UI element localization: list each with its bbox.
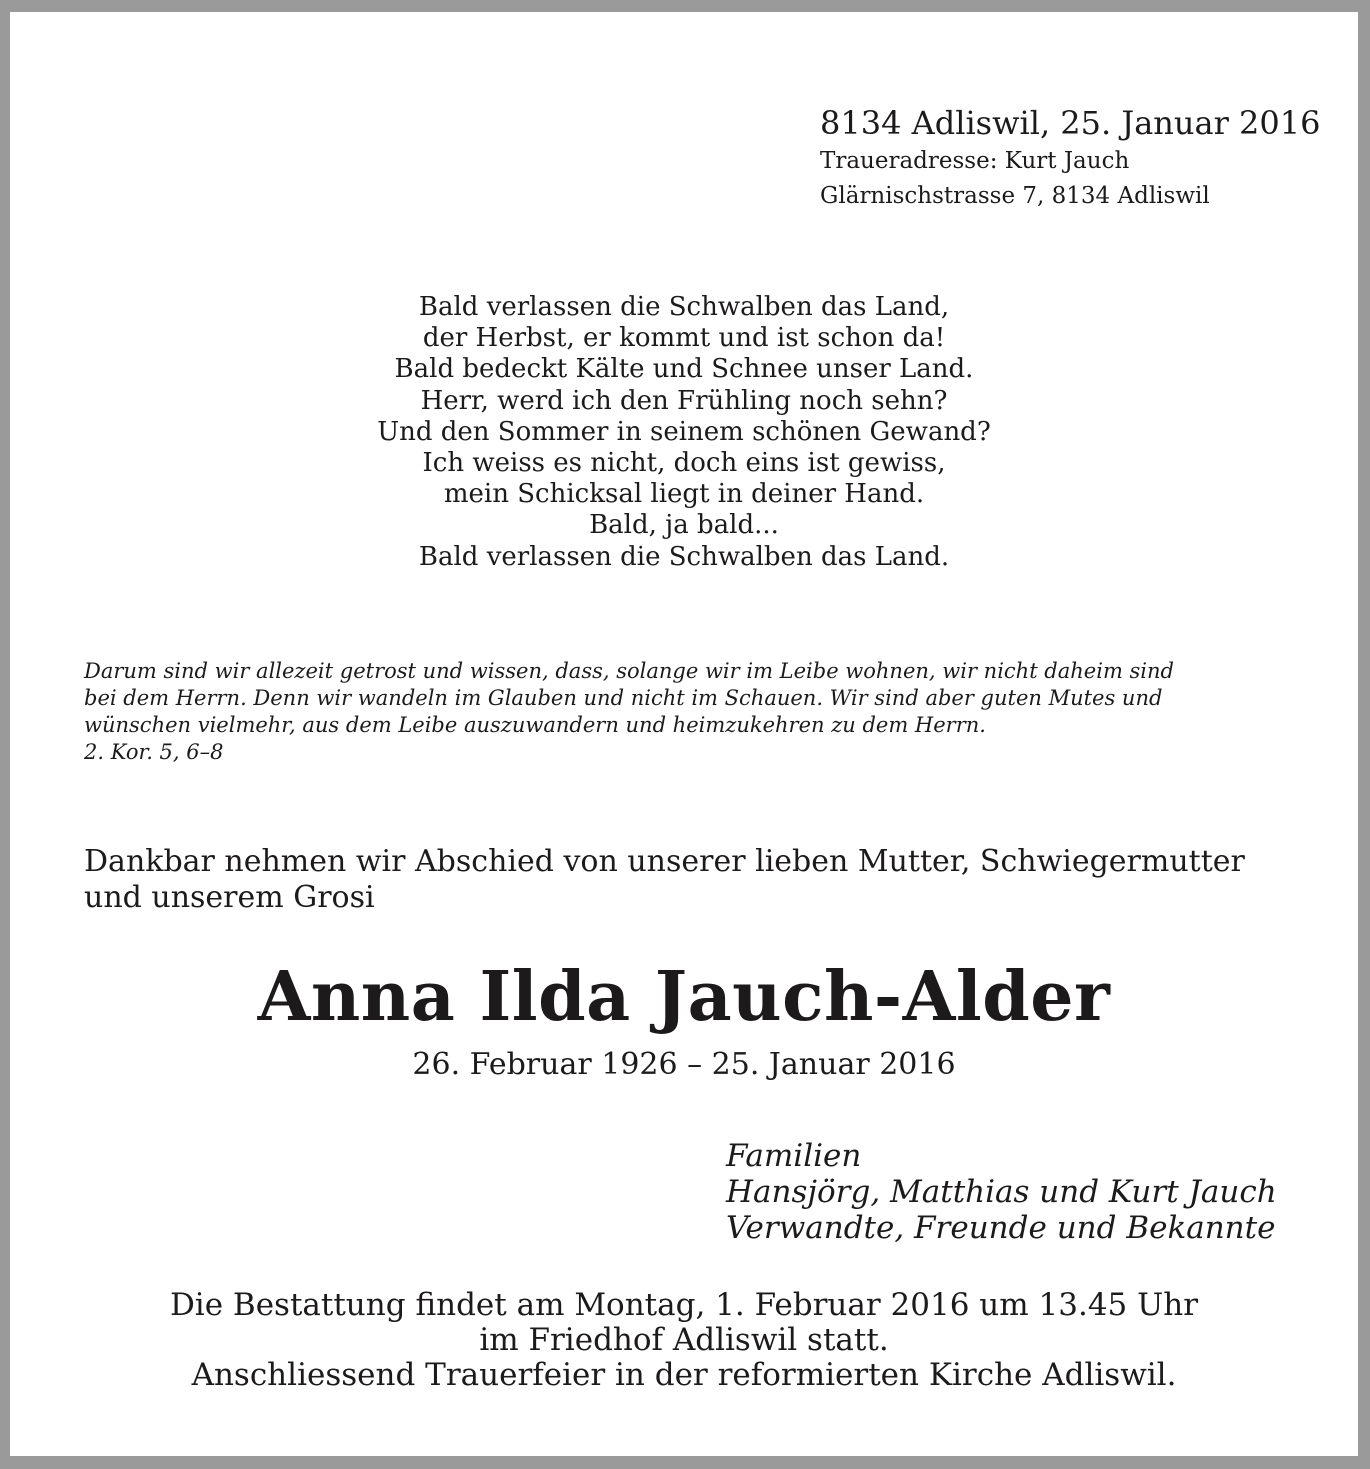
mourning-address-street: Glärnischstrasse 7, 8134 Adliswil bbox=[820, 183, 1210, 209]
bible-verse-line: Darum sind wir allezeit getrost und wissen, dass, solange wir im Leibe wohnen, wir nicht daheim sind bbox=[84, 659, 1174, 683]
poem bbox=[10, 292, 1358, 573]
poem-line: Bald verlassen die Schwalben das Land, bbox=[418, 292, 950, 322]
bible-verse-line: bei dem Herrn. Denn wir wandeln im Glauben und nicht im Schauen. Wir sind aber guten Mutes und bbox=[84, 686, 1163, 710]
obituary-sheet bbox=[10, 12, 1358, 1456]
funeral-info-line: Anschliessend Trauerfeier in der reformierten Kirche Adliswil. bbox=[191, 1357, 1177, 1393]
poem-line: Bald verlassen die Schwalben das Land. bbox=[418, 541, 950, 572]
poem-line: der Herbst, er kommt und ist schon da! bbox=[422, 323, 946, 354]
bible-verse-line: wünschen vielmehr, aus dem Leibe auszuwandern und heimzukehren zu dem Herrn. bbox=[84, 713, 986, 737]
poem-line: Bald bedeckt Kälte und Schnee unser Land. bbox=[394, 354, 974, 385]
farewell-intro bbox=[84, 844, 1284, 916]
bible-verse-reference: 2. Kor. 5, 6–8 bbox=[84, 740, 224, 764]
funeral-info-line: im Friedhof Adliswil statt. bbox=[479, 1322, 889, 1358]
mourners-line: Verwandte, Freunde und Bekannte bbox=[726, 1210, 1276, 1246]
mourners-line: Hansjörg, Matthias und Kurt Jauch bbox=[726, 1174, 1277, 1210]
bible-verse bbox=[84, 658, 1284, 766]
farewell-intro-line: Dankbar nehmen wir Abschied von unserer lieben Mutter, Schwiegermutter bbox=[84, 844, 1245, 879]
poem-line: Und den Sommer in seinem schönen Gewand? bbox=[377, 416, 991, 447]
funeral-info bbox=[10, 1288, 1358, 1393]
header-block bbox=[820, 102, 1321, 214]
place-date: 8134 Adliswil, 25. Januar 2016 bbox=[820, 104, 1321, 142]
farewell-intro-line: und unserem Grosi bbox=[84, 880, 375, 915]
poem-line: Bald, ja bald... bbox=[589, 510, 779, 541]
poem-line: mein Schicksal liegt in deiner Hand. bbox=[443, 479, 925, 510]
deceased-name: Anna Ilda Jauch-Alder bbox=[257, 957, 1111, 1037]
funeral-info-line: Die Bestattung findet am Montag, 1. Februar 2016 um 13.45 Uhr bbox=[169, 1287, 1199, 1323]
life-dates: 26. Februar 1926 – 25. Januar 2016 bbox=[412, 1047, 956, 1082]
mourners bbox=[726, 1138, 1346, 1246]
mourners-line: Familien bbox=[726, 1138, 862, 1174]
poem-line: Ich weiss es nicht, doch eins ist gewiss, bbox=[422, 448, 946, 479]
poem-line: Herr, werd ich den Frühling noch sehn? bbox=[420, 385, 948, 416]
mourning-address-label: Traueradresse: Kurt Jauch bbox=[820, 148, 1130, 174]
